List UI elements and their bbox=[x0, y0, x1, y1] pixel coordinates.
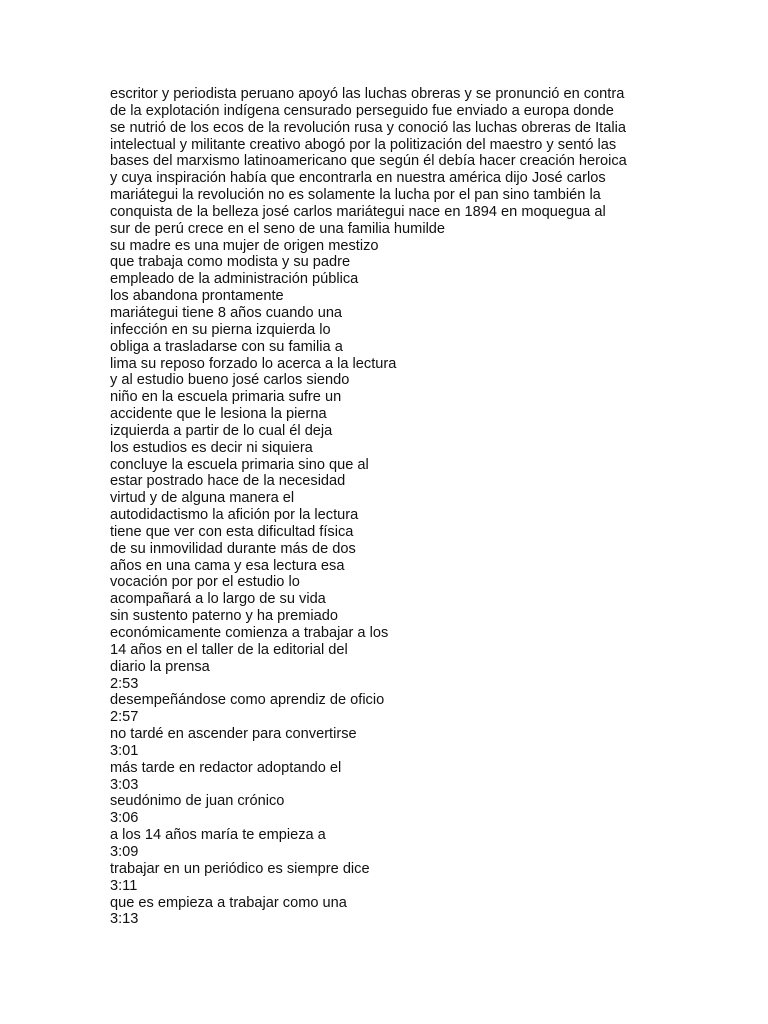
text-line: niño en la escuela primaria sufre un bbox=[110, 389, 342, 406]
text-line: conquista de la belleza josé carlos mariátegui nace en 1894 en moquegua al bbox=[110, 203, 606, 220]
text-line: 3:09 bbox=[110, 843, 139, 860]
text-line: años en una cama y esa lectura esa bbox=[110, 557, 345, 574]
text-line: los estudios es decir ni siquiera bbox=[110, 439, 313, 456]
text-line: obliga a trasladarse con su familia a bbox=[110, 338, 343, 355]
text-line: de su inmovilidad durante más de dos bbox=[110, 540, 356, 557]
text-line: concluye la escuela primaria sino que al bbox=[110, 456, 369, 473]
text-line: trabajar en un periódico es siempre dice bbox=[110, 860, 370, 877]
text-line: tiene que ver con esta dificultad física bbox=[110, 523, 354, 540]
text-line: 14 años en el taller de la editorial del bbox=[110, 641, 348, 658]
text-line: más tarde en redactor adoptando el bbox=[110, 759, 342, 776]
text-line: 3:03 bbox=[110, 776, 139, 793]
text-line: mariátegui la revolución no es solamente la lucha por el pan sino también la bbox=[110, 187, 601, 204]
text-line: se nutrió de los ecos de la revolución rusa y conoció las luchas obreras de Italia bbox=[110, 119, 626, 136]
transcript-text bbox=[110, 86, 670, 928]
text-line: sur de perú crece en el seno de una familia humilde bbox=[110, 220, 446, 237]
text-line: mariátegui tiene 8 años cuando una bbox=[110, 304, 343, 321]
text-line: autodidactismo la afición por la lectura bbox=[110, 507, 359, 524]
text-line: su madre es una mujer de origen mestizo bbox=[110, 237, 379, 254]
text-line: no tardé en ascender para convertirse bbox=[110, 726, 357, 743]
text-line: estar postrado hace de la necesidad bbox=[110, 473, 346, 490]
text-line: vocación por por el estudio lo bbox=[110, 574, 300, 591]
text-line: de la explotación indígena censurado perseguido fue enviado a europa donde bbox=[110, 102, 614, 119]
text-line: económicamente comienza a trabajar a los bbox=[110, 625, 389, 641]
text-line: empleado de la administración pública bbox=[110, 271, 359, 288]
text-line: seudónimo de juan crónico bbox=[110, 793, 285, 810]
text-line: 3:06 bbox=[110, 810, 139, 827]
text-line: y al estudio bueno josé carlos siendo bbox=[110, 372, 350, 389]
text-line: sin sustento paterno y ha premiado bbox=[110, 608, 338, 625]
text-line: infección en su pierna izquierda lo bbox=[110, 321, 331, 338]
text-line: acompañará a lo largo de su vida bbox=[110, 591, 326, 608]
text-line: escritor y periodista peruano apoyó las luchas obreras y se pronunció en contra bbox=[110, 86, 625, 102]
text-line: diario la prensa bbox=[110, 658, 210, 675]
text-line: desempeñándose como aprendiz de oficio bbox=[110, 692, 385, 709]
text-line: bases del marxismo latinoamericano que según él debía hacer creación heroica bbox=[110, 153, 627, 170]
text-line: 2:53 bbox=[110, 675, 139, 692]
text-line: accidente que le lesiona la pierna bbox=[110, 406, 327, 423]
text-line: los abandona prontamente bbox=[110, 288, 284, 305]
text-line: 3:13 bbox=[110, 911, 139, 928]
text-line: a los 14 años maría te empieza a bbox=[110, 827, 326, 844]
text-line: lima su reposo forzado lo acerca a la lectura bbox=[110, 355, 397, 372]
text-line: y cuya inspiración había que encontrarla en nuestra américa dijo José carlos bbox=[110, 170, 606, 187]
text-line: intelectual y militante creativo abogó por la politización del maestro y sentó las bbox=[110, 136, 617, 153]
text-line: izquierda a partir de lo cual él deja bbox=[110, 422, 333, 439]
text-line: virtud y de alguna manera el bbox=[110, 490, 295, 507]
text-line: que es empieza a trabajar como una bbox=[110, 894, 347, 911]
text-line: que trabaja como modista y su padre bbox=[110, 254, 351, 271]
text-line: 2:57 bbox=[110, 709, 139, 726]
text-line: 3:01 bbox=[110, 742, 139, 759]
text-line: 3:11 bbox=[110, 877, 138, 894]
